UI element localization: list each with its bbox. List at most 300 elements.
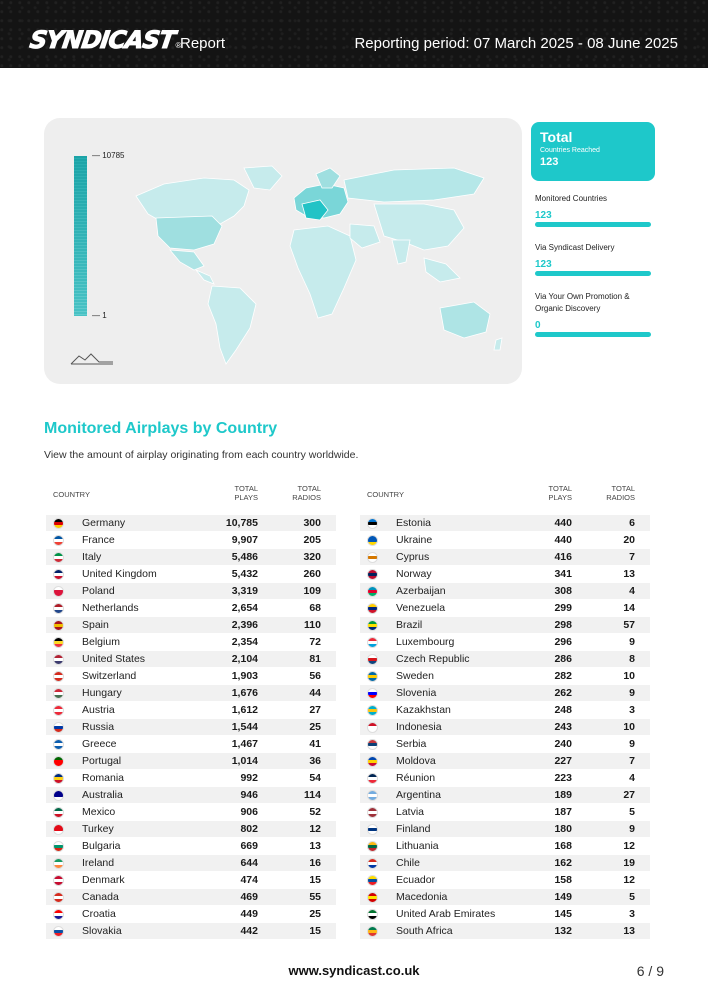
country-name: Chile xyxy=(396,857,420,869)
total-radios-cell: 320 xyxy=(303,551,321,563)
monitored-bar xyxy=(535,222,651,227)
total-radios-cell: 5 xyxy=(629,806,635,818)
country-name: France xyxy=(82,534,115,546)
table-row xyxy=(46,753,336,770)
country-flag-icon xyxy=(367,620,378,631)
table-row xyxy=(46,685,336,702)
total-plays-cell: 946 xyxy=(240,789,258,801)
total-plays-cell: 243 xyxy=(554,721,572,733)
total-radios-cell: 36 xyxy=(309,755,321,767)
total-radios-cell: 13 xyxy=(309,840,321,852)
country-name: Serbia xyxy=(396,738,427,750)
total-plays-cell: 299 xyxy=(554,602,572,614)
total-plays-cell: 180 xyxy=(554,823,572,835)
table-row xyxy=(360,821,650,838)
table-row xyxy=(46,617,336,634)
table-row xyxy=(46,872,336,889)
country-name: Venezuela xyxy=(396,602,446,614)
table-row xyxy=(46,821,336,838)
total-radios-cell: 9 xyxy=(629,738,635,750)
total-plays-cell: 5,486 xyxy=(231,551,258,563)
table-row xyxy=(46,600,336,617)
map-region-mexico xyxy=(170,250,204,270)
country-name: Cyprus xyxy=(396,551,430,563)
country-name: Australia xyxy=(82,789,123,801)
country-flag-icon xyxy=(367,535,378,546)
country-flag-icon xyxy=(53,603,64,614)
table-row xyxy=(360,770,650,787)
country-name: Russia xyxy=(82,721,115,733)
table-row xyxy=(46,651,336,668)
country-flag-icon xyxy=(367,892,378,903)
country-flag-icon xyxy=(53,892,64,903)
country-name: United Arab Emirates xyxy=(396,908,496,920)
report-label: Report xyxy=(180,35,226,52)
total-plays-cell: 469 xyxy=(240,891,258,903)
country-name: Hungary xyxy=(82,687,122,699)
total-subtitle: Countries Reached xyxy=(540,147,600,154)
table-header xyxy=(360,483,650,515)
total-plays-cell: 298 xyxy=(554,619,572,631)
country-flag-icon xyxy=(367,688,378,699)
total-radios-cell: 6 xyxy=(629,517,635,529)
country-name: Croatia xyxy=(82,908,116,920)
country-name: Estonia xyxy=(396,517,432,529)
total-plays-cell: 1,903 xyxy=(231,670,258,682)
country-name: Spain xyxy=(82,619,109,631)
map-region-russia xyxy=(344,168,484,202)
country-name: Brazil xyxy=(396,619,423,631)
total-radios-cell: 109 xyxy=(303,585,321,597)
country-name: Romania xyxy=(82,772,125,784)
total-radios-cell: 15 xyxy=(309,874,321,886)
total-plays-cell: 474 xyxy=(240,874,258,886)
total-radios-cell: 20 xyxy=(623,534,635,546)
country-flag-icon xyxy=(367,603,378,614)
table-row xyxy=(46,804,336,821)
table-row xyxy=(46,923,336,940)
country-name: Finland xyxy=(396,823,431,835)
table-header xyxy=(46,483,336,515)
total-radios-cell: 10 xyxy=(623,721,635,733)
header-total-plays: TOTAL PLAYS xyxy=(234,484,258,502)
total-plays-cell: 1,467 xyxy=(231,738,258,750)
table-row xyxy=(360,600,650,617)
country-flag-icon xyxy=(53,705,64,716)
total-plays-cell: 644 xyxy=(240,857,258,869)
country-name: Slovenia xyxy=(396,687,437,699)
country-name: Czech Republic xyxy=(396,653,470,665)
table-row xyxy=(46,719,336,736)
country-flag-icon xyxy=(367,858,378,869)
country-name: Macedonia xyxy=(396,891,448,903)
country-flag-icon xyxy=(367,586,378,597)
map-region-south-america xyxy=(208,286,256,364)
total-title: Total xyxy=(540,129,573,145)
table-row xyxy=(360,549,650,566)
country-name: Portugal xyxy=(82,755,122,767)
total-plays-cell: 2,104 xyxy=(231,653,258,665)
country-name: United Kingdom xyxy=(82,568,157,580)
map-region-greenland xyxy=(244,166,282,190)
map-region-india xyxy=(392,240,410,264)
country-flag-icon xyxy=(53,586,64,597)
country-flag-icon xyxy=(367,722,378,733)
total-plays-cell: 1,676 xyxy=(231,687,258,699)
total-plays-cell: 3,319 xyxy=(231,585,258,597)
country-flag-icon xyxy=(53,569,64,580)
country-flag-icon xyxy=(53,773,64,784)
total-radios-cell: 12 xyxy=(309,823,321,835)
country-name: Netherlands xyxy=(82,602,139,614)
total-radios-cell: 12 xyxy=(623,840,635,852)
total-plays-cell: 906 xyxy=(240,806,258,818)
header-country: COUNTRY xyxy=(53,490,90,499)
table-row xyxy=(46,889,336,906)
country-name: Lithuania xyxy=(396,840,439,852)
country-name: Switzerland xyxy=(82,670,137,682)
table-row xyxy=(360,651,650,668)
total-plays-cell: 416 xyxy=(554,551,572,563)
table-row xyxy=(360,906,650,923)
country-flag-icon xyxy=(367,518,378,529)
country-name: Mexico xyxy=(82,806,116,818)
total-radios-cell: 3 xyxy=(629,908,635,920)
map-region-usa xyxy=(156,216,222,250)
total-plays-cell: 296 xyxy=(554,636,572,648)
country-name: Austria xyxy=(82,704,115,716)
country-name: Belgium xyxy=(82,636,120,648)
table-row xyxy=(360,532,650,549)
map-region-africa xyxy=(290,226,356,318)
country-flag-icon xyxy=(53,824,64,835)
total-plays-cell: 227 xyxy=(554,755,572,767)
table-row xyxy=(360,719,650,736)
map-region-new-zealand xyxy=(494,338,502,350)
country-name: Moldova xyxy=(396,755,436,767)
total-plays-cell: 308 xyxy=(554,585,572,597)
total-radios-cell: 5 xyxy=(629,891,635,903)
table-row xyxy=(46,702,336,719)
header-total-radios: TOTAL RADIOS xyxy=(606,484,635,502)
total-radios-cell: 16 xyxy=(309,857,321,869)
country-flag-icon xyxy=(53,739,64,750)
total-plays-cell: 440 xyxy=(554,517,572,529)
world-map xyxy=(44,118,522,384)
country-flag-icon xyxy=(367,909,378,920)
table-row xyxy=(360,583,650,600)
total-radios-cell: 13 xyxy=(623,568,635,580)
monitored-label: Monitored Countries xyxy=(535,194,608,203)
country-name: Canada xyxy=(82,891,119,903)
table-row xyxy=(46,634,336,651)
table-row xyxy=(360,736,650,753)
country-flag-icon xyxy=(367,807,378,818)
country-name: Greece xyxy=(82,738,117,750)
country-name: Germany xyxy=(82,517,126,529)
total-radios-cell: 54 xyxy=(309,772,321,784)
country-flag-icon xyxy=(53,535,64,546)
total-radios-cell: 12 xyxy=(623,874,635,886)
table-row xyxy=(360,855,650,872)
table-row xyxy=(360,923,650,940)
total-plays-cell: 132 xyxy=(554,925,572,937)
country-flag-icon xyxy=(367,824,378,835)
header-total-plays: TOTAL PLAYS xyxy=(548,484,572,502)
airplay-table-right xyxy=(360,483,650,940)
syndicast-logo xyxy=(30,24,181,52)
country-flag-icon xyxy=(53,552,64,563)
total-radios-cell: 15 xyxy=(309,925,321,937)
table-row xyxy=(360,668,650,685)
map-reset-icon[interactable] xyxy=(69,350,117,366)
table-row xyxy=(360,787,650,804)
total-radios-cell: 25 xyxy=(309,721,321,733)
total-radios-cell: 8 xyxy=(629,653,635,665)
country-flag-icon xyxy=(367,705,378,716)
total-plays-cell: 286 xyxy=(554,653,572,665)
country-flag-icon xyxy=(367,926,378,937)
total-plays-cell: 248 xyxy=(554,704,572,716)
table-row xyxy=(360,685,650,702)
table-row xyxy=(46,532,336,549)
country-flag-icon xyxy=(53,756,64,767)
country-flag-icon xyxy=(53,909,64,920)
country-flag-icon xyxy=(53,654,64,665)
total-value: 123 xyxy=(540,156,559,168)
legend-min-label: — 1 xyxy=(92,311,107,320)
total-radios-cell: 300 xyxy=(303,517,321,529)
country-name: Luxembourg xyxy=(396,636,455,648)
map-region-asia xyxy=(374,204,464,250)
footer-website-link[interactable]: www.syndicast.co.uk xyxy=(288,963,420,978)
country-name: South Africa xyxy=(396,925,453,937)
total-plays-cell: 2,396 xyxy=(231,619,258,631)
table-row xyxy=(360,753,650,770)
table-row xyxy=(46,855,336,872)
total-plays-cell: 341 xyxy=(554,568,572,580)
country-name: Argentina xyxy=(396,789,441,801)
country-name: Denmark xyxy=(82,874,125,886)
country-flag-icon xyxy=(367,671,378,682)
table-row xyxy=(46,668,336,685)
country-flag-icon xyxy=(367,552,378,563)
map-region-middle-east xyxy=(350,224,380,248)
total-plays-cell: 2,354 xyxy=(231,636,258,648)
total-plays-cell: 145 xyxy=(554,908,572,920)
total-plays-cell: 162 xyxy=(554,857,572,869)
page-number: 6 / 9 xyxy=(636,963,664,979)
total-radios-cell: 56 xyxy=(309,670,321,682)
monitored-countries-stat xyxy=(535,193,653,227)
total-radios-cell: 9 xyxy=(629,823,635,835)
total-radios-cell: 3 xyxy=(629,704,635,716)
country-flag-icon xyxy=(53,926,64,937)
total-plays-cell: 442 xyxy=(240,925,258,937)
country-name: Ukraine xyxy=(396,534,433,546)
table-row xyxy=(360,617,650,634)
total-plays-cell: 802 xyxy=(240,823,258,835)
country-name: Slovakia xyxy=(82,925,122,937)
country-name: Bulgaria xyxy=(82,840,121,852)
total-radios-cell: 10 xyxy=(623,670,635,682)
section-subtitle: View the amount of airplay originating from each country worldwide. xyxy=(44,449,359,461)
country-name: Latvia xyxy=(396,806,425,818)
country-flag-icon xyxy=(53,688,64,699)
country-flag-icon xyxy=(53,671,64,682)
total-radios-cell: 14 xyxy=(623,602,635,614)
country-flag-icon xyxy=(53,518,64,529)
total-radios-cell: 52 xyxy=(309,806,321,818)
country-flag-icon xyxy=(53,858,64,869)
total-plays-cell: 1,612 xyxy=(231,704,258,716)
table-row xyxy=(360,889,650,906)
total-radios-cell: 55 xyxy=(309,891,321,903)
syndicast-bar xyxy=(535,271,651,276)
report-header xyxy=(0,0,708,68)
table-body xyxy=(46,515,336,940)
table-body xyxy=(360,515,650,940)
table-row xyxy=(360,515,650,532)
country-flag-icon xyxy=(53,807,64,818)
table-row xyxy=(360,566,650,583)
own-value: 0 xyxy=(535,320,541,331)
total-radios-cell: 7 xyxy=(629,551,635,563)
total-plays-cell: 187 xyxy=(554,806,572,818)
table-row xyxy=(46,838,336,855)
total-radios-cell: 72 xyxy=(309,636,321,648)
total-plays-cell: 240 xyxy=(554,738,572,750)
header-country: COUNTRY xyxy=(367,490,404,499)
country-flag-icon xyxy=(53,722,64,733)
map-region-australia xyxy=(440,302,490,338)
country-name: United States xyxy=(82,653,146,665)
country-name: Azerbaijan xyxy=(396,585,446,597)
country-name: Sweden xyxy=(396,670,434,682)
total-plays-cell: 282 xyxy=(554,670,572,682)
country-flag-icon xyxy=(367,569,378,580)
total-radios-cell: 68 xyxy=(309,602,321,614)
country-flag-icon xyxy=(367,654,378,665)
country-flag-icon xyxy=(53,620,64,631)
table-row xyxy=(46,515,336,532)
table-row xyxy=(46,770,336,787)
country-flag-icon xyxy=(53,841,64,852)
table-row xyxy=(46,736,336,753)
total-plays-cell: 168 xyxy=(554,840,572,852)
total-plays-cell: 189 xyxy=(554,789,572,801)
country-flag-icon xyxy=(367,875,378,886)
country-name: Indonesia xyxy=(396,721,442,733)
table-row xyxy=(360,838,650,855)
syndicast-delivery-stat xyxy=(535,242,653,276)
country-flag-icon xyxy=(367,790,378,801)
total-plays-cell: 10,785 xyxy=(225,517,258,529)
country-name: Réunion xyxy=(396,772,436,784)
table-row xyxy=(46,549,336,566)
country-name: Kazakhstan xyxy=(396,704,451,716)
total-radios-cell: 205 xyxy=(303,534,321,546)
total-radios-cell: 114 xyxy=(304,789,321,801)
map-region-central-america xyxy=(196,270,214,284)
world-map-card xyxy=(44,118,522,384)
total-radios-cell: 9 xyxy=(629,687,635,699)
total-plays-cell: 1,544 xyxy=(231,721,258,733)
total-radios-cell: 260 xyxy=(303,568,321,580)
header-total-radios: TOTAL RADIOS xyxy=(292,484,321,502)
total-plays-cell: 1,014 xyxy=(231,755,258,767)
total-countries-card xyxy=(531,122,655,181)
table-row xyxy=(360,804,650,821)
total-radios-cell: 81 xyxy=(309,653,321,665)
table-row xyxy=(360,702,650,719)
total-radios-cell: 25 xyxy=(309,908,321,920)
total-radios-cell: 27 xyxy=(623,789,635,801)
country-flag-icon xyxy=(53,875,64,886)
total-radios-cell: 13 xyxy=(623,925,635,937)
country-flag-icon xyxy=(53,790,64,801)
monitored-value: 123 xyxy=(535,210,552,221)
legend-max-label: — 10785 xyxy=(92,151,125,160)
country-name: Ecuador xyxy=(396,874,436,886)
total-plays-cell: 262 xyxy=(554,687,572,699)
own-promotion-stat xyxy=(535,291,653,337)
total-plays-cell: 5,432 xyxy=(231,568,258,580)
country-flag-icon xyxy=(367,756,378,767)
total-plays-cell: 9,907 xyxy=(231,534,258,546)
country-flag-icon xyxy=(367,841,378,852)
total-plays-cell: 440 xyxy=(554,534,572,546)
total-radios-cell: 7 xyxy=(629,755,635,767)
table-row xyxy=(360,872,650,889)
total-radios-cell: 41 xyxy=(309,738,321,750)
total-radios-cell: 27 xyxy=(309,704,321,716)
country-flag-icon xyxy=(367,773,378,784)
syndicast-label: Via Syndicast Delivery xyxy=(535,243,615,252)
country-name: Norway xyxy=(396,568,432,580)
total-plays-cell: 158 xyxy=(554,874,572,886)
country-flag-icon xyxy=(367,637,378,648)
map-region-southeast-asia xyxy=(424,258,460,282)
section-title: Monitored Airplays by Country xyxy=(44,420,278,437)
table-row xyxy=(46,566,336,583)
table-row xyxy=(360,634,650,651)
reporting-period: Reporting period: 07 March 2025 - 08 June 2025 xyxy=(354,35,678,52)
country-flag-icon xyxy=(53,637,64,648)
total-plays-cell: 149 xyxy=(554,891,572,903)
total-radios-cell: 9 xyxy=(629,636,635,648)
logo-text: SYNDICAST xyxy=(28,26,177,54)
country-flag-icon xyxy=(367,739,378,750)
total-plays-cell: 2,654 xyxy=(231,602,258,614)
total-plays-cell: 992 xyxy=(240,772,258,784)
total-radios-cell: 57 xyxy=(623,619,635,631)
logo-registered-mark: ® xyxy=(175,41,182,50)
total-plays-cell: 669 xyxy=(240,840,258,852)
total-radios-cell: 4 xyxy=(629,772,635,784)
country-name: Italy xyxy=(82,551,102,563)
total-plays-cell: 449 xyxy=(240,908,258,920)
syndicast-value: 123 xyxy=(535,259,552,270)
country-name: Ireland xyxy=(82,857,115,869)
table-row xyxy=(46,787,336,804)
total-radios-cell: 4 xyxy=(629,585,635,597)
table-row xyxy=(46,583,336,600)
table-row xyxy=(46,906,336,923)
total-plays-cell: 223 xyxy=(554,772,572,784)
own-bar xyxy=(535,332,651,337)
total-radios-cell: 44 xyxy=(309,687,321,699)
